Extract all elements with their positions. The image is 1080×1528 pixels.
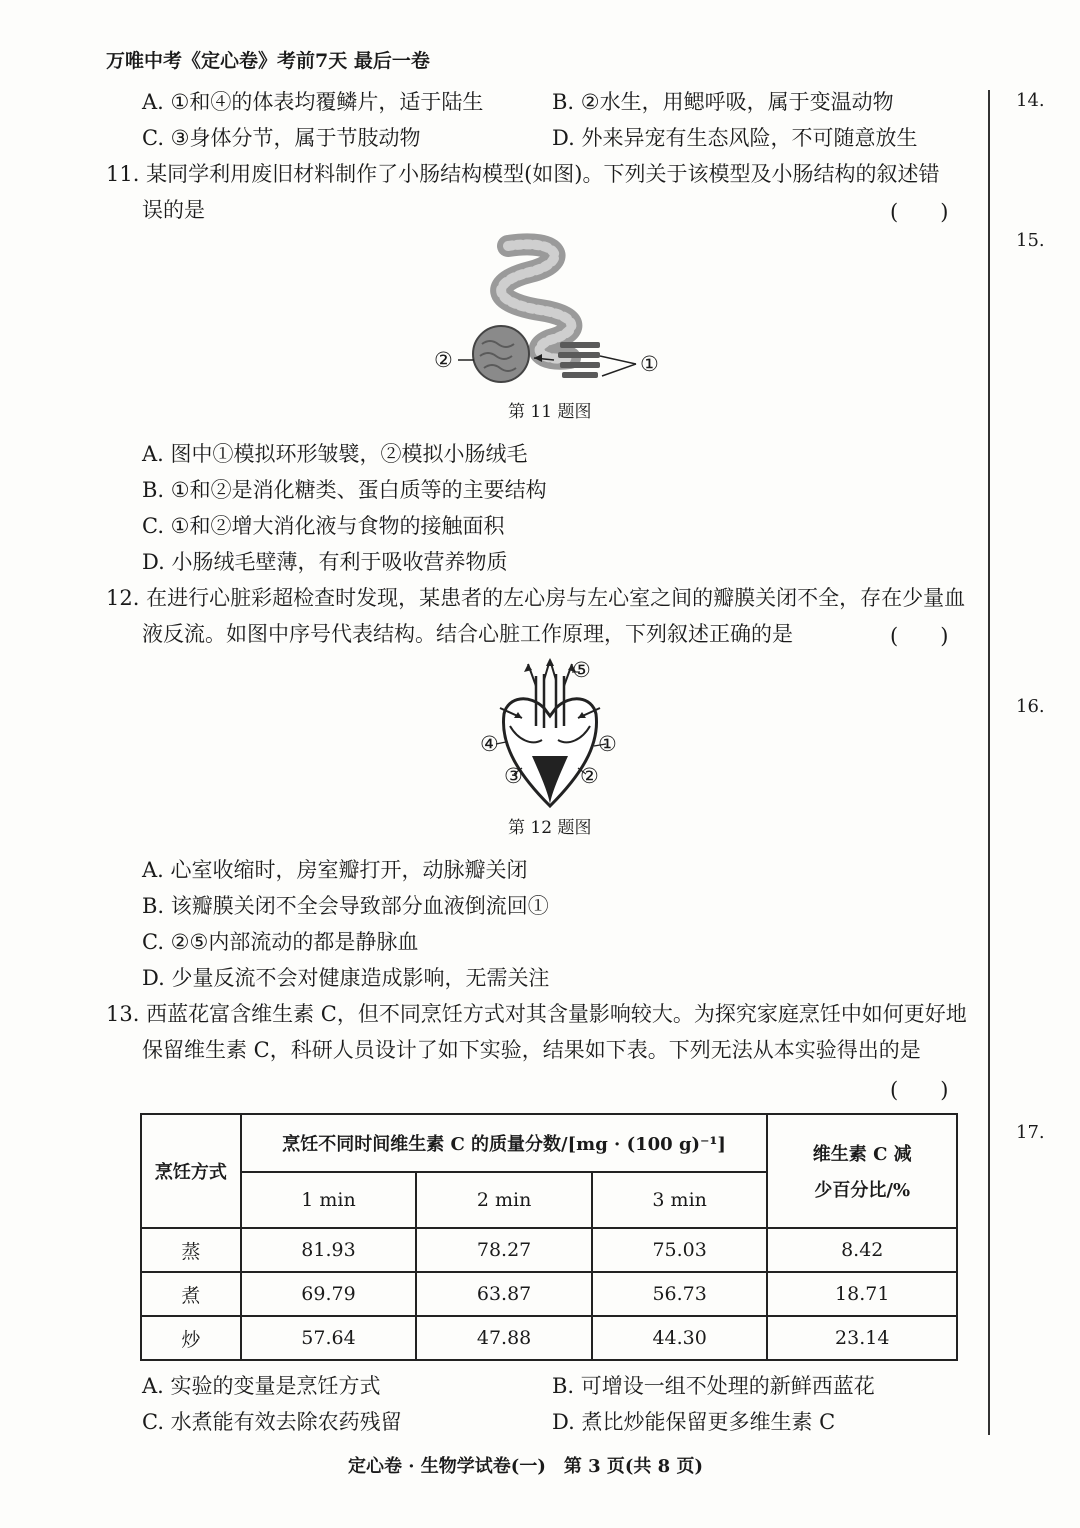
q12-answer-paren: ( ) xyxy=(890,624,949,648)
cell-3min: 75.03 xyxy=(592,1228,768,1272)
small-intestine-model-figure xyxy=(430,232,670,392)
th-2min: 2 min xyxy=(416,1172,592,1228)
q12-option-a: A. 心室收缩时，房室瓣打开，动脉瓣关闭 xyxy=(142,858,528,882)
q11-figure-caption: 第 11 题图 xyxy=(508,402,592,422)
th-method: 烹饪方式 xyxy=(141,1114,241,1228)
q12-stem-line2: 液反流。如图中序号代表结构。结合心脏工作原理，下列叙述正确的是 xyxy=(142,622,793,646)
q11-option-a: A. 图中①模拟环形皱襞，②模拟小肠绒毛 xyxy=(142,442,528,466)
q13-stem-line1: 13. 西蓝花富含维生素 C，但不同烹饪方式对其含量影响较大。为探究家庭烹饪中如何更好地 xyxy=(106,1002,967,1026)
q10-option-a: A. ①和④的体表均覆鳞片，适于陆生 xyxy=(142,90,484,114)
cell-2min: 78.27 xyxy=(416,1228,592,1272)
q12-option-b: B. 该瓣膜关闭不全会导致部分血液倒流回① xyxy=(142,894,549,918)
cell-2min: 47.88 xyxy=(416,1316,592,1360)
th-reduce-line2: 少百分比/% xyxy=(814,1180,911,1201)
table-row xyxy=(141,1316,957,1360)
cell-1min: 81.93 xyxy=(241,1228,417,1272)
q10-option-d: D. 外来异宠有生态风险，不可随意放生 xyxy=(552,126,918,150)
q13-stem-line2: 保留维生素 C，科研人员设计了如下实验，结果如下表。下列无法从本实验得出的是 xyxy=(142,1038,921,1062)
th-reduce-line1: 维生素 C 减 xyxy=(812,1144,912,1165)
cell-method: 蒸 xyxy=(141,1228,241,1272)
q11-stem-line2: 误的是 xyxy=(142,198,205,222)
q13-option-b: B. 可增设一组不处理的新鲜西蓝花 xyxy=(552,1374,875,1398)
margin-q15: 15. xyxy=(1016,230,1045,251)
q12-figure-label-2: ② xyxy=(580,764,599,788)
cell-1min: 57.64 xyxy=(241,1316,417,1360)
q11-option-b: B. ①和②是消化糖类、蛋白质等的主要结构 xyxy=(142,478,547,502)
th-3min: 3 min xyxy=(592,1172,768,1228)
cell-3min: 44.30 xyxy=(592,1316,768,1360)
table-row xyxy=(141,1228,957,1272)
cell-pct: 8.42 xyxy=(767,1228,957,1272)
table-row xyxy=(141,1272,957,1316)
margin-q14: 14. xyxy=(1016,90,1045,111)
q12-figure-label-1: ① xyxy=(598,732,617,756)
cell-2min: 63.87 xyxy=(416,1272,592,1316)
page-header: 万唯中考《定心卷》考前7天 最后一卷 xyxy=(106,50,430,72)
column-divider xyxy=(988,90,990,1435)
q11-option-d: D. 小肠绒毛壁薄，有利于吸收营养物质 xyxy=(142,550,508,574)
cell-3min: 56.73 xyxy=(592,1272,768,1316)
th-group: 烹饪不同时间维生素 C 的质量分数/[mg · (100 g)⁻¹] xyxy=(241,1114,768,1172)
q12-option-d: D. 少量反流不会对健康造成影响，无需关注 xyxy=(142,966,550,990)
q12-figure-label-5: ⑤ xyxy=(572,658,591,682)
q11-figure-label-2: ② xyxy=(434,348,453,372)
q12-figure-label-3: ③ xyxy=(504,764,523,788)
q10-option-b: B. ②水生，用鳃呼吸，属于变温动物 xyxy=(552,90,894,114)
q12-figure-label-4: ④ xyxy=(480,732,499,756)
q13-option-a: A. 实验的变量是烹饪方式 xyxy=(142,1374,381,1398)
q10-option-c: C. ③身体分节，属于节肢动物 xyxy=(142,126,421,150)
q12-stem-line1: 12. 在进行心脏彩超检查时发现，某患者的左心房与左心室之间的瓣膜关闭不全，存在少量血 xyxy=(106,586,966,610)
margin-q16: 16. xyxy=(1016,696,1045,717)
q12-figure-caption: 第 12 题图 xyxy=(508,818,592,838)
q13-option-c: C. 水煮能有效去除农药残留 xyxy=(142,1410,402,1434)
q12-option-c: C. ②⑤内部流动的都是静脉血 xyxy=(142,930,419,954)
vitamin-c-table xyxy=(140,1113,958,1361)
th-1min: 1 min xyxy=(241,1172,417,1228)
q13-option-d: D. 煮比炒能保留更多维生素 C xyxy=(552,1410,836,1434)
q11-figure-label-1: ① xyxy=(640,352,659,376)
q11-answer-paren: ( ) xyxy=(890,200,949,224)
cell-pct: 18.71 xyxy=(767,1272,957,1316)
cell-method: 炒 xyxy=(141,1316,241,1360)
q11-option-c: C. ①和②增大消化液与食物的接触面积 xyxy=(142,514,505,538)
page-footer: 定心卷 · 生物学试卷(一) 第 3 页(共 8 页) xyxy=(348,1456,703,1477)
q11-stem-line1: 11. 某同学利用废旧材料制作了小肠结构模型(如图)。下列关于该模型及小肠结构的叙述错 xyxy=(106,162,940,186)
cell-1min: 69.79 xyxy=(241,1272,417,1316)
margin-q17: 17. xyxy=(1016,1122,1045,1143)
cell-method: 煮 xyxy=(141,1272,241,1316)
th-reduce xyxy=(767,1114,957,1228)
q13-answer-paren: ( ) xyxy=(890,1078,949,1102)
cell-pct: 23.14 xyxy=(767,1316,957,1360)
